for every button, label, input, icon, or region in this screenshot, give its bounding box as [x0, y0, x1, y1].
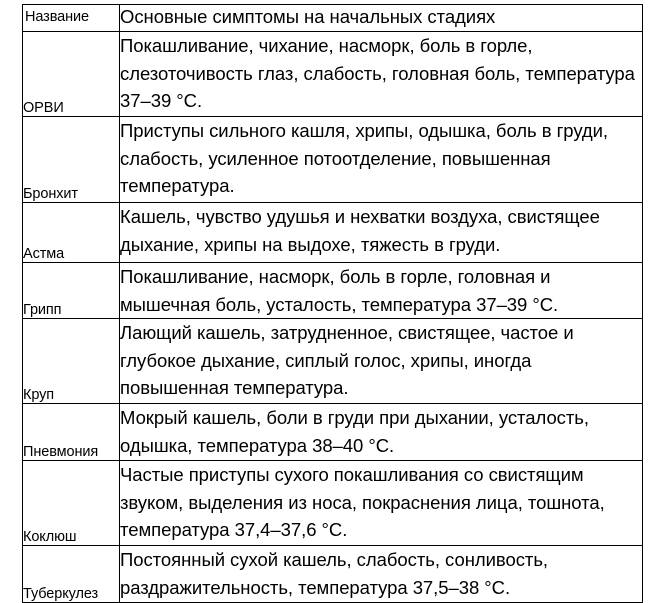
table-row — [23, 319, 643, 404]
disease-symptoms: Постоянный сухой кашель, слабость, сонливость, раздражительность, температура 37,5–38 °С. — [120, 546, 643, 603]
disease-name: ОРВИ — [23, 32, 120, 117]
disease-symptoms: Покашливание, чихание, насморк, боль в горле, слезоточивость глаз, слабость, головная боль, температура 37–39 °С. — [120, 32, 643, 117]
disease-symptoms: Лающий кашель, затрудненное, свистящее, частое и глубокое дыхание, сиплый голос, хрипы, иногда повышенная температура. — [120, 319, 643, 404]
header-symptoms: Основные симптомы на начальных стадиях — [120, 5, 643, 32]
table-row — [23, 263, 643, 319]
symptoms-table — [22, 4, 643, 603]
table-row — [23, 32, 643, 117]
table-header-row — [23, 5, 643, 32]
disease-symptoms: Мокрый кашель, боли в груди при дыхании, усталость, одышка, температура 38–40 °С. — [120, 404, 643, 461]
table-row — [23, 546, 643, 603]
disease-symptoms: Приступы сильного кашля, хрипы, одышка, боль в груди, слабость, усиленное потоотделение, повышенная температура. — [120, 117, 643, 203]
disease-name: Грипп — [23, 263, 120, 319]
disease-symptoms: Кашель, чувство удушья и нехватки воздуха, свистящее дыхание, хрипы на выдохе, тяжесть в груди. — [120, 203, 643, 263]
disease-name: Круп — [23, 319, 120, 404]
disease-name: Пневмония — [23, 404, 120, 461]
table-row — [23, 117, 643, 203]
table-row — [23, 461, 643, 546]
disease-name: Астма — [23, 203, 120, 263]
table-row — [23, 404, 643, 461]
header-name: Название — [23, 5, 120, 32]
disease-name: Туберкулез — [23, 546, 120, 603]
disease-name: Бронхит — [23, 117, 120, 203]
disease-name: Коклюш — [23, 461, 120, 546]
disease-symptoms: Покашливание, насморк, боль в горле, головная и мышечная боль, усталость, температура 37–39 °С. — [120, 263, 643, 319]
table-row — [23, 203, 643, 263]
disease-symptoms: Частые приступы сухого покашливания со свистящим звуком, выделения из носа, покраснения лица, тошнота, температура 37,4–37,6 °С. — [120, 461, 643, 546]
